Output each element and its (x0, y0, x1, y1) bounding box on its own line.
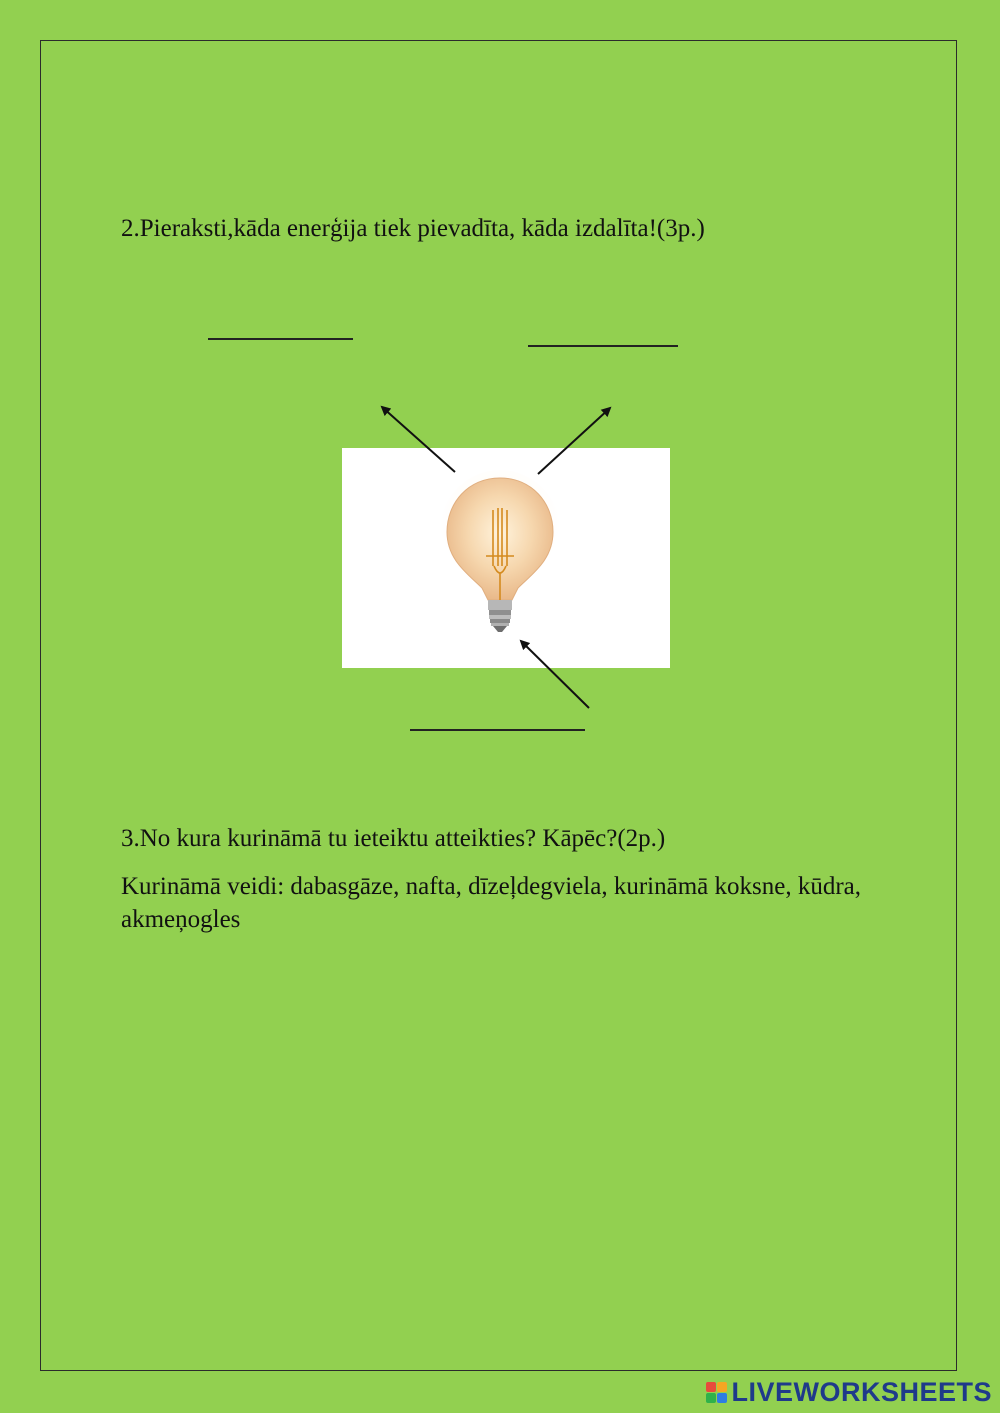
fuel-types-hint: Kurināmā veidi: dabasgāze, nafta, dīzeļdegviela, kurināmā koksne, kūdra, akmeņogles (121, 873, 861, 933)
answer-input-3[interactable] (410, 697, 589, 729)
answer-line-bottom (410, 729, 585, 731)
question-2-text: 2.Pieraksti,kāda enerģija tiek pievadīta, kāda izdalīta!(3p.) (121, 215, 705, 242)
light-bulb-image (342, 448, 670, 668)
badge-square (717, 1393, 727, 1403)
logo-badge-icon (706, 1382, 727, 1403)
badge-square (706, 1393, 716, 1403)
answer-input-1[interactable] (208, 306, 357, 338)
logo-text: LIVEWORKSHEETS (731, 1376, 992, 1407)
liveworksheets-logo (706, 1377, 992, 1407)
light-bulb-icon (342, 448, 670, 668)
badge-square (706, 1382, 716, 1392)
answer-input-2[interactable] (528, 313, 682, 345)
badge-square (717, 1382, 727, 1392)
answer-line-top-left (208, 338, 353, 340)
answer-line-top-right (528, 345, 678, 347)
question-3-text: 3.No kura kurināmā tu ieteiktu atteikties? Kāpēc?(2p.) (121, 825, 666, 852)
